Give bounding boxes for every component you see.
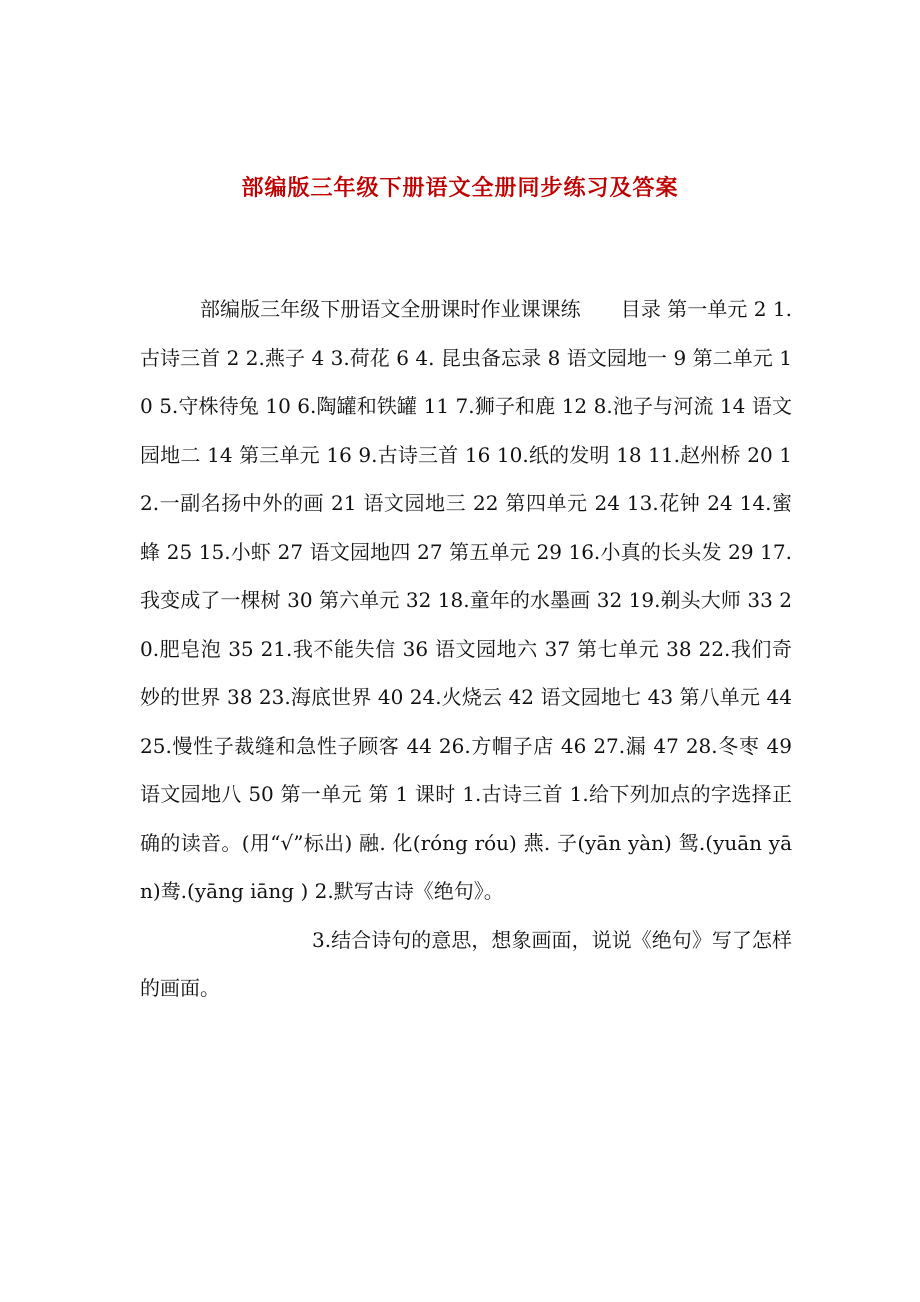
- document-body: [140, 285, 792, 1013]
- exercise-paragraph: 3.结合诗句的意思，想象画面，说说《绝句》写了怎样的画面。: [140, 927, 792, 1000]
- toc-paragraph: 部编版三年级下册语文全册课时作业课课练 目录 第一单元 2 1.古诗三首 2 2.燕子 4 3.荷花 6 4. 昆虫备忘录 8 语文园地一 9 第二单元 10 5.守株待兔 10 6.陶罐和铁罐 11 7.狮子和鹿 12 8.池子与河流 14 语文园地二 14 第三单元 16 9.古诗三首 16 10.纸的发明 18 11.赵州桥 20 12.一副名扬中外的画 21 语文园地三 22 第四单元 24 13.花钟 24 14.蜜蜂 25 15.小虾 27 语文园地四 27 第五单元 29 16.小真的长头发 29 17.我变成了一棵树 30 第六单元 32 18.童年的水墨画 32 19.剃头大师 33 20.肥皂泡 35 21.我不能失信 36 语文园地六 37 第七单元 38 22.我们奇妙的世界 38 23.海底世界 40 24.火烧云 42 语文园地七 43 第八单元 44 25.慢性子裁缝和急性子顾客 44 26.方帽子店 46 27.漏 47 28.冬枣 49 语文园地八 50 第一单元 第 1 课时 1.古诗三首 1.给下列加点的字选择正确的读音。(用“√”标出) 融. 化(róng róu) 燕. 子(yān yàn) 鸳.(yuān yān)鸯.(yāng iāng ) 2.默写古诗《绝句》。: [140, 297, 792, 903]
- document-title: 部编版三年级下册语文全册同步练习及答案: [241, 175, 679, 201]
